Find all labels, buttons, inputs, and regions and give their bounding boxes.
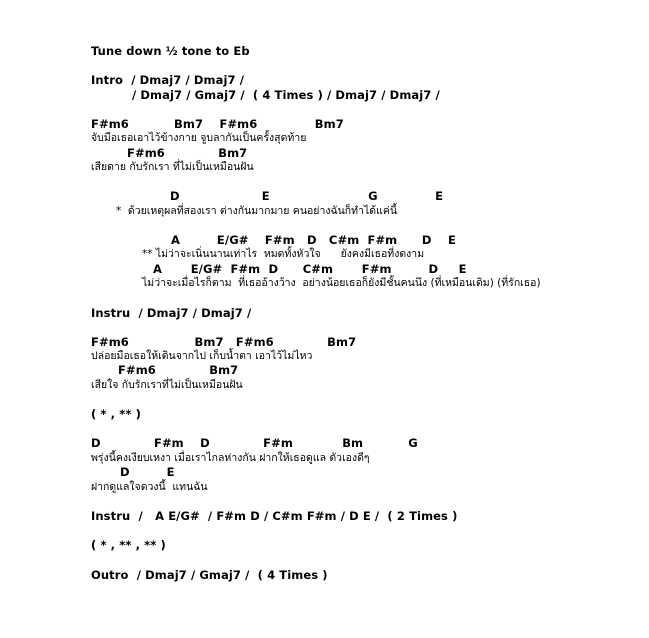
verse1-lyrics-2: เสียดาย กับรักเรา ที่ไม่เป็นเหมือนฝัน <box>91 161 254 173</box>
chorus-lyrics-2: ** ไม่ว่าจะเนิ่นนานเท่าไร หมดทั้งหัวใจ ยังคงมีเธอที่งดงาม <box>142 248 425 260</box>
instrumental-1: Instru / Dmaj7 / Dmaj7 / <box>91 306 252 320</box>
bridge-chords-2: D E <box>120 465 175 479</box>
chorus-chords-2: A E/G# F#m D C#m F#m D E <box>171 233 456 247</box>
chorus-lyrics-1: * ด้วยเหตุผลที่สองเรา ต่างกันมากมาย คนอย่างฉันก็ทำได้แค่นี้ <box>116 205 398 217</box>
bridge-chords-1: D F#m D F#m Bm G <box>91 436 418 450</box>
tuning-note: Tune down ½ tone to Eb <box>91 44 250 58</box>
repeat-marker-2: ( * , ** , ** ) <box>91 538 166 552</box>
verse2-lyrics-2: เสียใจ กับรักเราที่ไม่เป็นเหมือนฝัน <box>91 379 243 391</box>
bridge-lyrics-2: ฝากดูแลใจดวงนี้ แทนฉัน <box>91 481 208 493</box>
instrumental-2: Instru / A E/G# / F#m D / C#m F#m / D E / ( 2 Times ) <box>91 509 458 523</box>
chorus-lyrics-3: ไม่ว่าจะเมื่อไรก็ตาม ที่เธออ้างว้าง อย่างน้อยเธอก็ยังมีชั้นคนนึง (ที่เหมือนเดิม) (ที่รักเธอ) <box>142 277 541 289</box>
verse2-lyrics-1: ปล่อยมือเธอให้เดินจากไป เก็บน้ำตา เอาไว้ไม่ไหว <box>91 350 313 362</box>
outro-line: Outro / Dmaj7 / Gmaj7 / ( 4 Times ) <box>91 568 328 582</box>
verse1-chords-2: F#m6 Bm7 <box>127 146 248 160</box>
verse1-chords-1: F#m6 Bm7 F#m6 Bm7 <box>91 117 344 131</box>
repeat-marker-1: ( * , ** ) <box>91 407 141 421</box>
chorus-chords-1: D E G E <box>170 189 444 203</box>
verse2-chords-1: F#m6 Bm7 F#m6 Bm7 <box>91 335 357 349</box>
intro-line-1: Intro / Dmaj7 / Dmaj7 / <box>91 73 245 87</box>
bridge-lyrics-1: พรุ่งนี้คงเงียบเหงา เมื่อเราไกลห่างกัน ฝากให้เธอดูแล ตัวเองดีๆ <box>91 452 370 464</box>
intro-line-2: / Dmaj7 / Gmaj7 / ( 4 Times ) / Dmaj7 / Dmaj7 / <box>132 88 440 102</box>
verse1-lyrics-1: จับมือเธอเอาไว้ข้างกาย จูบลากันเป็นครั้งสุดท้าย <box>91 132 307 144</box>
chorus-chords-3: A E/G# F#m D C#m F#m D E <box>153 262 467 276</box>
verse2-chords-2: F#m6 Bm7 <box>118 363 239 377</box>
